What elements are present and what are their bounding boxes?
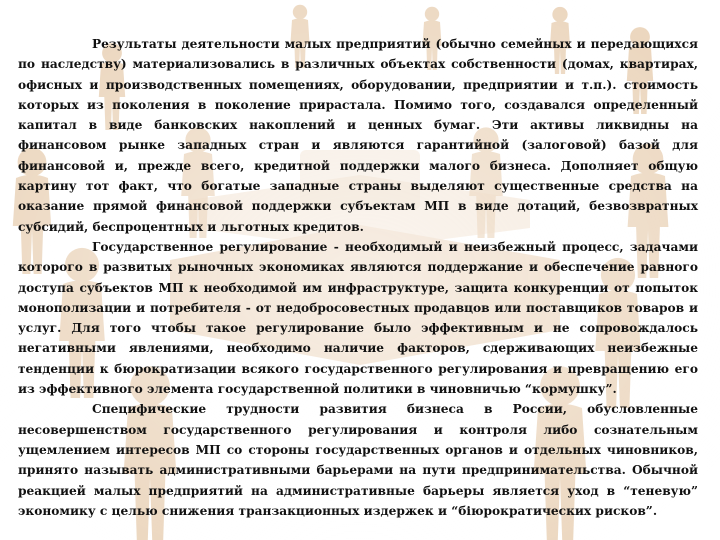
paragraph-small-business-results: Результаты деятельности малых предприятий (обычно семейных и передающихся по наследству) материализовались в различных объектах собственности (домах, квартирах, офисных и производственных помещениях, оборудовании, предприятии и т.п.). стоимость которых из поколения в поколение прирастала. Помимо того, создавался определенный капитал в виде банковских накоплений и ценных бумаг. Эти активы ликвидны на финансовом рынке западных стран и являются гарантийной (залоговой) базой для финансовой и, прежде всего, кредитной поддержки малого бизнеса. Дополняет общую картину тот факт, что богатые западные страны выделяют существенные средства на оказание прямой финансовой поддержки субъектам МП в виде дотаций, безвозвратных субсидий, беспроцентных и льготных кредитов. [18,37,698,234]
paragraph-administrative-barriers: Специфические трудности развития бизнеса в России, обусловленные несовершенством государственного регулирования и контроля либо сознательным ущемлением интересов МП со стороны государственных органов и отдельных чиновников, принято называть административными барьерами на пути предпринимательства. Обычной реакцией малых предприятий на административные барьеры является уход в “теневую” экономику с целью снижения транзакционных издержек и “біюрократических рисков”. [18,402,698,518]
slide-text-body [18,34,698,521]
paragraph-state-regulation: Государственное регулирование - необходимый и неизбежный процесс, задачами которого в развитых рыночных экономиках являются поддержание и обеспечение равного доступа субъектов МП к необходимой им инфраструктуре, защита конкуренции от попыток монополизации и потребителя - от недобросовестных продавцов или поставщиков товаров и услуг. Для того чтобы такое регулирование было эффективным и не сопровождалось негативными явлениями, необходимо наличие факторов, сдерживающих неизбежные тенденции к бюрократизации всякого государственного регулирования и превращению его из эффективного элемента государственной политики в чиновничью “кормушку”. [18,239,698,397]
